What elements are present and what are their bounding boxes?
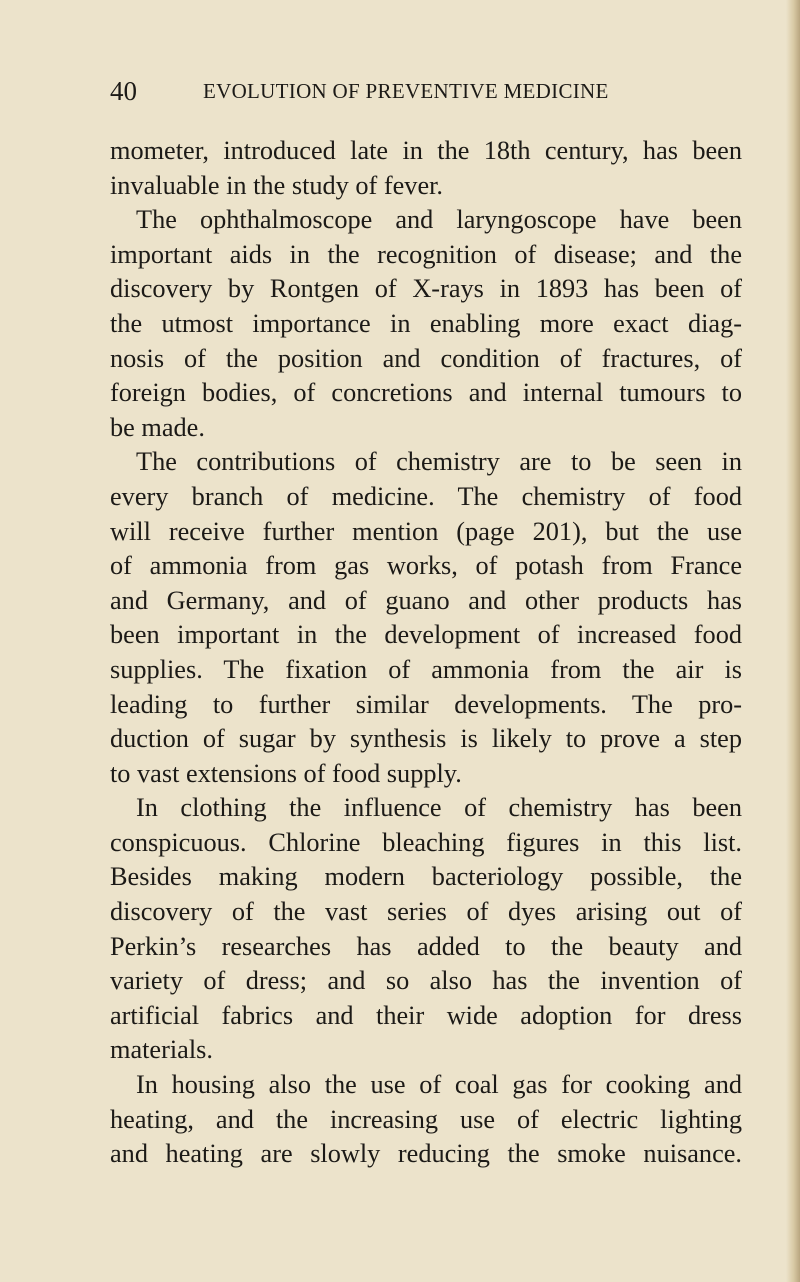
paragraph-first-line: In housing also the use of coal gas for cooking and	[136, 1070, 742, 1100]
text-line: nosis of the position and condition of fractures, of	[110, 343, 742, 373]
text-line: of ammonia from gas works, of potash from France	[110, 551, 742, 581]
text-line: Besides making modern bacteriology possible, the	[110, 862, 742, 892]
text-line: duction of sugar by synthesis is likely to prove a step	[110, 724, 742, 754]
text-line: foreign bodies, of concretions and internal tumours to	[110, 378, 742, 408]
paragraph-first-line: The ophthalmoscope and laryngoscope have been	[136, 205, 742, 235]
paragraph-first-line: In clothing the influence of chemistry has been	[136, 793, 742, 823]
text-line: discovery of the vast series of dyes arising out of	[110, 897, 742, 927]
text-line: to vast extensions of food supply.	[110, 758, 462, 788]
text-line: leading to further similar developments. The pro-	[110, 689, 742, 719]
text-line: materials.	[110, 1035, 213, 1065]
text-line: and Germany, and of guano and other products has	[110, 585, 742, 615]
text-line: mometer, introduced late in the 18th century, has been	[110, 136, 742, 165]
text-line: be made.	[110, 412, 205, 442]
text-line: supplies. The fixation of ammonia from the air is	[110, 654, 742, 684]
text-line: artificial fabrics and their wide adoption for dress	[110, 1000, 742, 1030]
text-line: important aids in the recognition of disease; and the	[110, 239, 742, 269]
page-edge-shadow	[786, 0, 800, 1282]
text-line: the utmost importance in enabling more exact diag-	[110, 308, 742, 338]
text-line: Perkin’s researches has added to the beauty and	[110, 931, 742, 961]
body-text	[110, 134, 742, 1172]
page-header	[110, 74, 740, 108]
text-line: discovery by Rontgen of X-rays in 1893 has been of	[110, 274, 742, 304]
running-head: EVOLUTION OF PREVENTIVE MEDICINE	[203, 79, 609, 103]
text-line: invaluable in the study of fever.	[110, 170, 443, 200]
text-line: heating, and the increasing use of electric lighting	[110, 1104, 742, 1134]
text-line: been important in the development of increased food	[110, 620, 742, 650]
text-line: will receive further mention (page 201), but the use	[110, 516, 742, 546]
paragraph-first-line: The contributions of chemistry are to be seen in	[136, 447, 742, 477]
text-line: every branch of medicine. The chemistry of food	[110, 481, 742, 511]
text-line: and heating are slowly reducing the smoke nuisance.	[110, 1139, 742, 1169]
text-line: conspicuous. Chlorine bleaching figures in this list.	[110, 827, 742, 857]
text-line: variety of dress; and so also has the invention of	[110, 966, 742, 996]
page-number: 40	[110, 76, 137, 106]
